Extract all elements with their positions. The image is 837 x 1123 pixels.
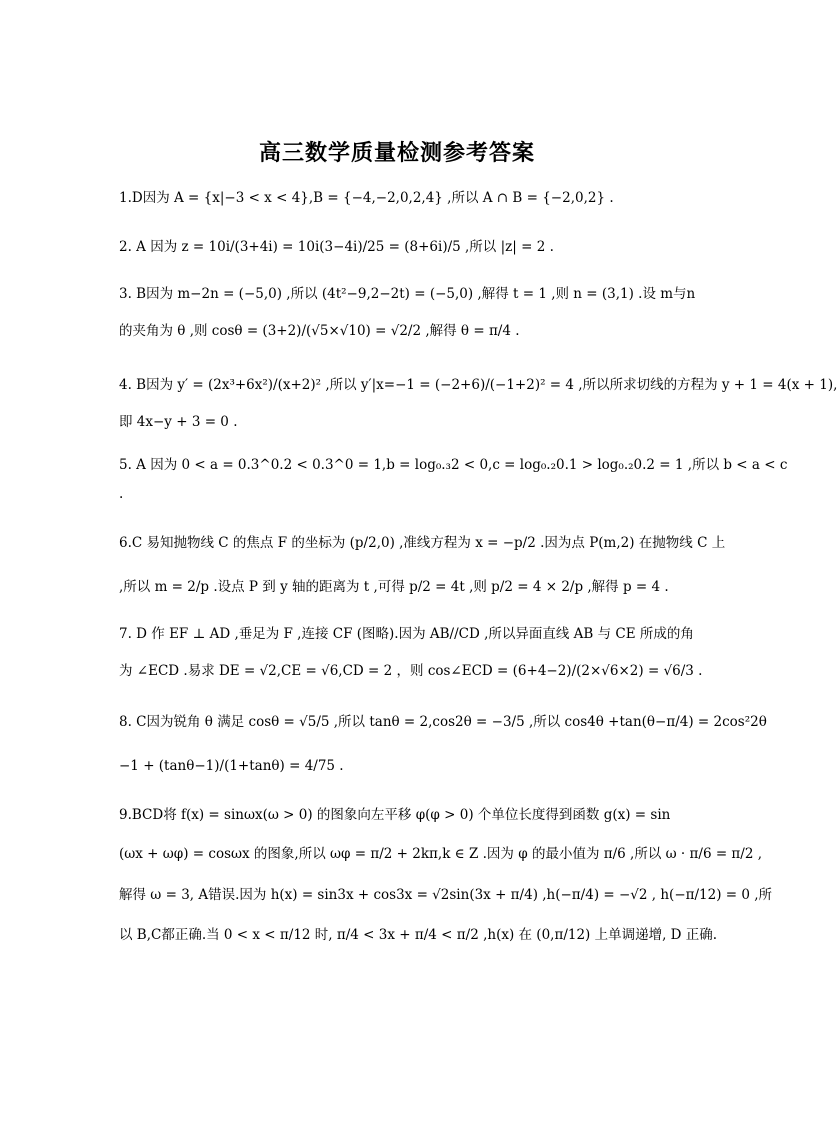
answer-line: . — [119, 486, 124, 502]
answer-line: 的夹角为 θ ,则 cosθ = (3+2)/(√5×√10) = √2/2 ,解得 θ = π/4 . — [119, 323, 520, 339]
answer-line: 4. B因为 y′ = (2x³+6x²)/(x+2)² ,所以 y′|x=−1 = (−2+6)/(−1+2)² = 4 ,所以所求切线的方程为 y + 1 = 4(x + 1), — [119, 377, 837, 393]
answer-line: 以 B,C都正确.当 0 < x < π/12 时, π/4 < 3x + π/4 < π/2 ,h(x) 在 (0,π/12) 上单调递增, D 正确. — [119, 927, 718, 943]
answer-line: 2. A 因为 z = 10i/(3+4i) = 10i(3−4i)/25 = (8+6i)/5 ,所以 |z| = 2 . — [119, 239, 554, 255]
page-title: 高三数学质量检测参考答案 — [258, 140, 535, 166]
answer-line: 5. A 因为 0 < a = 0.3^0.2 < 0.3^0 = 1,b = log₀.₃2 < 0,c = log₀.₂0.1 > log₀.₂0.2 = 1 ,所以 b < a < c — [119, 457, 788, 473]
answer-line: 7. D 作 EF ⊥ AD ,垂足为 F ,连接 CF (图略).因为 AB//CD ,所以异面直线 AB 与 CE 所成的角 — [119, 626, 694, 642]
answer-line: 3. B因为 m−2n = (−5,0) ,所以 (4t²−9,2−2t) = (−5,0) ,解得 t = 1 ,则 n = (3,1) .设 m与n — [119, 286, 696, 302]
answer-line: 9.BCD将 f(x) = sinωx(ω > 0) 的图象向左平移 φ(φ > 0) 个单位长度得到函数 g(x) = sin — [119, 807, 671, 823]
answer-line: (ωx + ωφ) = cosωx 的图象,所以 ωφ = π/2 + 2kπ,k ∈ Z .因为 φ 的最小值为 π/6 ,所以 ω · π/6 = π/2 , — [119, 846, 763, 862]
answer-line: 6.C 易知抛物线 C 的焦点 F 的坐标为 (p/2,0) ,准线方程为 x = −p/2 .因为点 P(m,2) 在抛物线 C 上 — [119, 535, 726, 551]
answer-line: 1.D因为 A = {x|−3 < x < 4},B = {−4,−2,0,2,4} ,所以 A ∩ B = {−2,0,2} . — [119, 190, 614, 206]
answer-line: 即 4x−y + 3 = 0 . — [119, 414, 238, 430]
answer-line: 为 ∠ECD .易求 DE = √2,CE = √6,CD = 2 ，则 cos∠ECD = (6+4−2)/(2×√6×2) = √6/3 . — [119, 663, 703, 679]
answer-line: 解得 ω = 3, A错误.因为 h(x) = sin3x + cos3x = √2sin(3x + π/4) ,h(−π/4) = −√2 , h(−π/12) = 0 ,所 — [119, 887, 773, 903]
answer-line: ,所以 m = 2/p .设点 P 到 y 轴的距离为 t ,可得 p/2 = 4t ,则 p/2 = 4 × 2/p ,解得 p = 4 . — [119, 579, 669, 595]
answer-line: −1 + (tanθ−1)/(1+tanθ) = 4/75 . — [119, 758, 344, 774]
answer-line: 8. C因为锐角 θ 满足 cosθ = √5/5 ,所以 tanθ = 2,cos2θ = −3/5 ,所以 cos4θ +tan(θ−π/4) = 2cos²2θ — [119, 714, 767, 730]
